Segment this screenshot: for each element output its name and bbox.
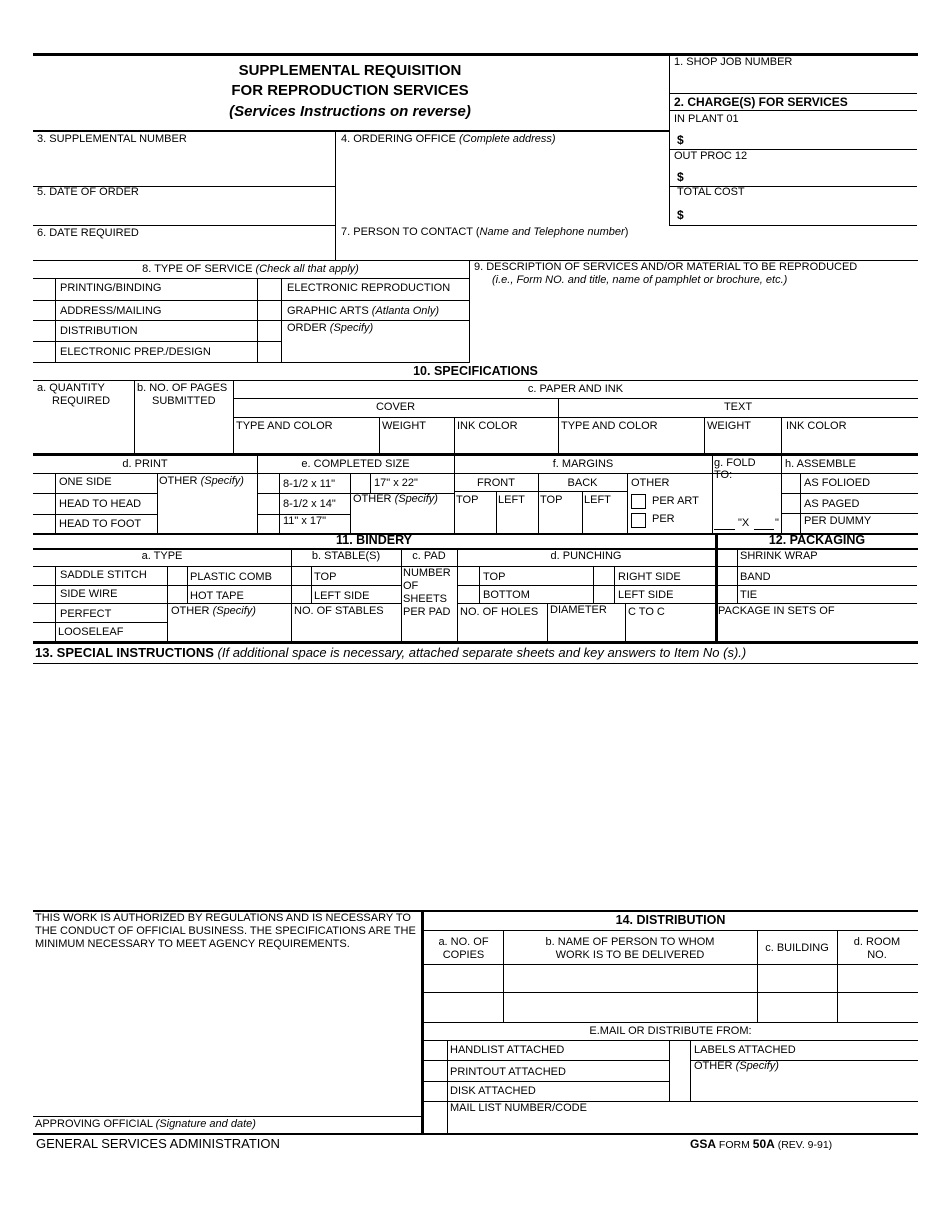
bindery-type-title: a. TYPE [141,550,183,562]
text-weight: WEIGHT [707,420,751,432]
divider [33,225,335,226]
divider [454,491,627,492]
fold-x-close-quote: " [775,517,779,529]
punch-bottom[interactable]: BOTTOM [483,589,530,601]
size-17x22[interactable]: 17" x 22" [374,477,418,489]
pack-shrink-wrap[interactable]: SHRINK WRAP [740,550,818,562]
service-electronic-reproduction[interactable]: ELECTRONIC REPRODUCTION [287,282,451,294]
print-title: d. PRINT [122,458,168,470]
divider [33,585,291,586]
bind-side-wire[interactable]: SIDE WIRE [60,588,118,600]
text-label: TEXT [723,401,753,413]
charges-title: 2. CHARGE(S) FOR SERVICES [674,95,848,109]
divider [33,320,281,321]
checkbox-column [370,473,371,493]
authorization-line-1: THIS WORK IS AUTHORIZED BY REGULATIONS AND IS NECESSARY TO [35,912,411,924]
divider [718,585,917,586]
divider [33,278,469,279]
margin-other: OTHER [631,477,670,489]
divider [33,1116,421,1117]
per-checkbox[interactable] [631,513,646,528]
divider [157,473,158,534]
margin-back-left: LEFT [584,494,611,506]
divider [291,585,401,586]
thick-rule [33,453,918,456]
fold-to-label: TO: [714,469,733,481]
punch-top[interactable]: TOP [483,571,506,583]
assemble-as-paged[interactable]: AS PAGED [804,498,860,510]
authorization-line-2: THE CONDUCT OF OFFICIAL BUSINESS. THE SPECIFICATIONS ARE THE [35,925,416,937]
completed-size-title: e. COMPLETED SIZE [301,458,410,470]
divider [781,513,918,514]
divider [496,491,497,534]
divider [233,417,918,418]
distribution-title: 14. DISTRIBUTION [615,913,726,927]
pad-title: c. PAD [412,550,446,562]
form-title-line3: (Services Instructions on reverse) [229,103,471,120]
pad-line-3: SHEETS [403,593,448,605]
checkbox-column [737,549,738,603]
dist-handlist-attached[interactable]: HANDLIST ATTACHED [450,1044,565,1056]
pack-tie[interactable]: TIE [740,589,758,601]
divider [33,300,469,301]
diameter-label: DIAMETER [550,604,607,616]
punching-title: d. PUNCHING [550,550,622,562]
divider [582,491,583,534]
divider [469,261,470,363]
assemble-per-dummy[interactable]: PER DUMMY [804,515,872,527]
divider [424,1060,669,1061]
divider [33,622,167,623]
special-instructions-title: 13. SPECIAL INSTRUCTIONS (If additional space is necessary, attached separate sheets and key answers to Item No (s).) [35,645,747,660]
dist-row [424,964,918,965]
checkbox-column [690,1040,691,1101]
service-electronic-prep-design[interactable]: ELECTRONIC PREP./DESIGN [60,346,211,358]
divider [781,417,782,453]
pack-band[interactable]: BAND [740,571,771,583]
divider [33,603,291,604]
form-title-line1: SUPPLEMENTAL REQUISITION [238,62,462,79]
person-to-contact-label: 7. PERSON TO CONTACT (Name and Telephone number) [341,226,629,238]
divider [627,473,628,534]
description-note: (i.e., Form NO. and title, name of pamphlet or brochure, etc.) [492,274,788,286]
in-plant-dollar: $ [677,133,684,147]
dist-printout-attached[interactable]: PRINTOUT ATTACHED [450,1066,566,1078]
bindery-title: 11. BINDERY [336,533,412,547]
dist-row [424,1022,918,1023]
service-address-mailing[interactable]: ADDRESS/MAILING [60,305,162,317]
pack-sets-label: PACKAGE IN SETS OF [718,605,835,617]
divider [33,362,469,363]
service-distribution[interactable]: DISTRIBUTION [60,325,138,337]
ordering-office-label: 4. ORDERING OFFICE (Complete address) [341,133,556,145]
dist-mail-list-code: MAIL LIST NUMBER/CODE [450,1102,587,1114]
dist-col-room-1: d. ROOM [853,936,901,948]
divider [33,566,715,567]
assemble-title: h. ASSEMBLE [785,458,856,470]
divider [33,514,157,515]
divider [718,566,917,567]
margin-front-top: TOP [456,494,479,506]
total-cost-label: TOTAL COST [677,186,745,198]
divider [33,493,157,494]
date-of-order-label: 5. DATE OF ORDER [37,186,139,198]
bind-plastic-comb[interactable]: PLASTIC COMB [190,571,272,583]
divider [457,585,715,586]
pad-line-4: PER PAD [403,606,451,618]
cover-type-color: TYPE AND COLOR [236,420,333,432]
pages-label-1: b. NO. OF PAGES [137,382,228,394]
divider [335,131,336,260]
per-label: PER [652,513,675,525]
divider [33,473,918,474]
checkbox-column [279,473,280,534]
divider [424,1081,669,1082]
email-distribute-from-label: E.MAIL OR DISTRIBUTE FROM: [589,1025,752,1037]
type-of-service-title: 8. TYPE OF SERVICE (Check all that apply) [142,263,359,275]
divider [781,456,782,534]
per-art-checkbox[interactable] [631,494,646,509]
right-column-divider [669,56,670,226]
divider [669,1040,670,1101]
header-bottom-rule [33,130,670,132]
print-head-to-head[interactable]: HEAD TO HEAD [59,498,142,510]
dist-col-name-1: b. NAME OF PERSON TO WHOM [545,936,715,948]
no-of-holes-label: NO. OF HOLES [460,606,539,618]
size-other[interactable]: OTHER (Specify) [353,493,438,505]
bind-saddle-stitch[interactable]: SADDLE STITCH [60,569,147,581]
margin-front: FRONT [477,477,515,489]
print-head-to-foot[interactable]: HEAD TO FOOT [59,518,142,530]
dist-col-room-2: NO. [867,949,887,961]
fold-title: g. FOLD [714,457,756,469]
form-title-line2: FOR REPRODUCTION SERVICES [231,82,469,99]
dist-disk-attached[interactable]: DISK ATTACHED [450,1085,536,1097]
divider [547,603,548,641]
divider [33,663,918,664]
text-ink-color: INK COLOR [786,420,847,432]
dist-col-copies-2: COPIES [442,949,485,961]
stables-title: b. STABLE(S) [311,550,381,562]
quantity-label-1: a. QUANTITY [37,382,105,394]
bottom-rule [33,1133,918,1135]
supplemental-number-label: 3. SUPPLEMENTAL NUMBER [37,133,187,145]
footer-form-number: GSA FORM 50A (REV. 9-91) [690,1137,833,1151]
packaging-divider [715,533,718,642]
divider [718,603,917,604]
c-to-c-label: C TO C [628,606,665,618]
dist-col-copies-1: a. NO. OF [438,936,489,948]
out-proc-label: OUT PROC 12 [674,150,748,162]
service-order[interactable]: ORDER (Specify) [287,322,374,334]
divider [424,930,918,931]
margin-back-top: TOP [540,494,563,506]
margin-back: BACK [567,477,598,489]
size-8-5x11[interactable]: 8-1/2 x 11" [283,478,336,490]
print-one-side[interactable]: ONE SIDE [59,476,112,488]
print-other[interactable]: OTHER (Specify) [159,475,244,487]
divider [350,473,351,534]
text-type-color: TYPE AND COLOR [561,420,658,432]
dist-row [424,992,918,993]
bind-other[interactable]: OTHER (Specify) [171,605,256,617]
size-11x17[interactable]: 11" x 17" [283,515,327,527]
authorization-line-3: MINIMUM NECESSARY TO MEET AGENCY REQUIREMENTS. [35,938,350,950]
divider [233,398,918,399]
divider [704,417,705,453]
date-required-label: 6. DATE REQUIRED [37,227,139,239]
cover-weight: WEIGHT [382,420,426,432]
stable-top[interactable]: TOP [314,571,337,583]
divider [669,93,917,94]
divider [712,456,713,534]
specifications-title: 10. SPECIFICATIONS [413,364,538,378]
paper-ink-label: c. PAPER AND INK [527,383,624,395]
margins-title: f. MARGINS [552,458,614,470]
service-printing-binding[interactable]: PRINTING/BINDING [60,282,162,294]
divider [424,1040,918,1041]
service-graphic-arts[interactable]: GRAPHIC ARTS (Atlanta Only) [287,305,440,317]
pad-line-1: NUMBER [403,567,451,579]
pad-line-2: OF [403,580,419,592]
fold-blank-1 [714,529,735,530]
thick-rule [33,641,918,644]
size-8-5x14[interactable]: 8-1/2 x 14" [283,498,336,510]
checkbox-column [55,473,56,534]
bind-hot-tape[interactable]: HOT TAPE [190,590,244,602]
dist-other[interactable]: OTHER (Specify) [694,1060,779,1072]
divider [781,493,918,494]
shop-job-number-label: 1. SHOP JOB NUMBER [674,56,793,68]
divider [669,110,917,111]
divider [379,417,380,453]
divider [625,603,626,641]
in-plant-label: IN PLANT 01 [674,113,739,125]
dist-col-name-2: WORK IS TO BE DELIVERED [555,949,705,961]
description-title: 9. DESCRIPTION OF SERVICES AND/OR MATERIAL TO BE REPRODUCED [474,261,858,273]
bind-perfect[interactable]: PERFECT [60,608,112,620]
stable-left-side[interactable]: LEFT SIDE [314,590,370,602]
divider [33,380,918,381]
assemble-as-folioed[interactable]: AS FOLIOED [804,477,871,489]
checkbox-column [800,473,801,534]
cover-label: COVER [375,401,416,413]
divider [33,341,281,342]
packaging-title: 12. PACKAGING [768,533,866,547]
total-cost-dollar: $ [677,208,684,222]
approving-official-label: APPROVING OFFICIAL (Signature and date) [35,1118,256,1130]
bind-looseleaf[interactable]: LOOSELEAF [58,626,124,638]
quantity-label-2: REQUIRED [52,395,111,407]
divider [669,225,917,226]
cover-ink-color: INK COLOR [457,420,518,432]
fold-x-label: "X [738,517,750,529]
dist-col-building: c. BUILDING [765,942,829,954]
divider [454,417,455,453]
checkbox-column [447,1040,448,1133]
margin-front-left: LEFT [498,494,525,506]
no-of-stables-label: NO. OF STABLES [294,605,384,617]
footer-agency: GENERAL SERVICES ADMINISTRATION [36,1136,280,1151]
out-proc-dollar: $ [677,170,684,184]
per-art-label: PER ART [652,495,699,507]
fold-blank-2 [754,529,774,530]
divider [281,320,469,321]
punch-left-side[interactable]: LEFT SIDE [618,589,674,601]
dist-labels-attached[interactable]: LABELS ATTACHED [694,1044,796,1056]
punch-right-side[interactable]: RIGHT SIDE [618,571,681,583]
divider [134,380,135,453]
pages-label-2: SUBMITTED [152,395,216,407]
